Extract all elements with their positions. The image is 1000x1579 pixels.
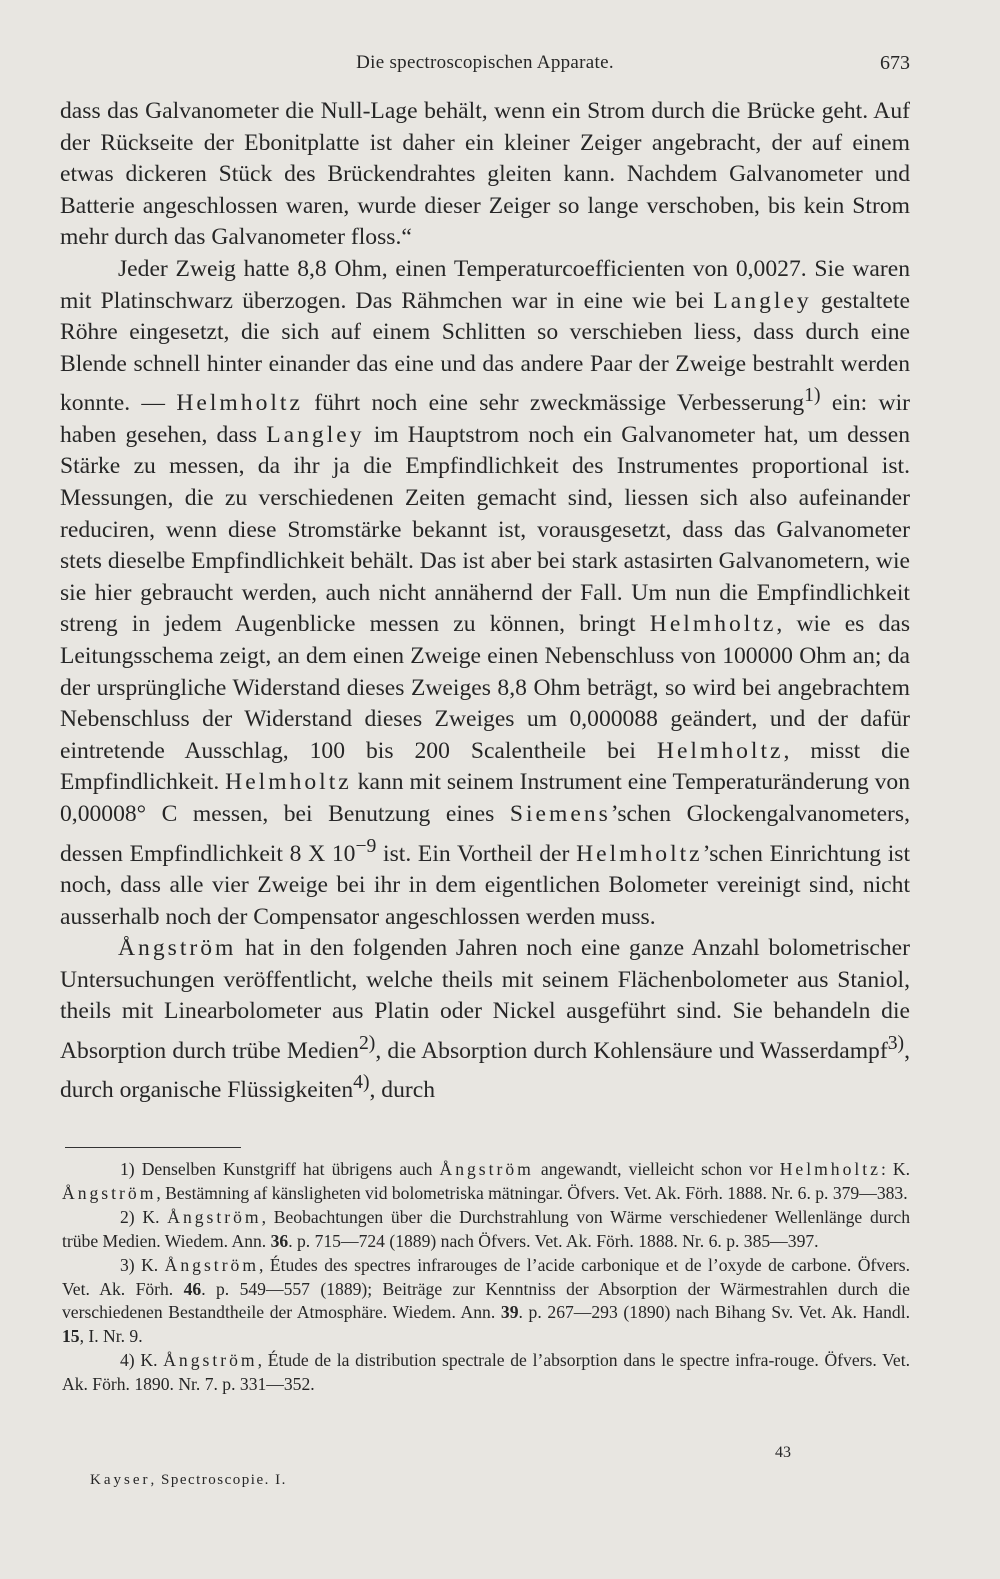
text-run: Jeder Zweig hatte 8,8 Ohm, einen Temperaturcoefficienten von 0,0027. Sie waren mit Platinschwarz überzogen. Das Rähmchen war in eine wie bei (60, 255, 910, 314)
footnote-4 (62, 1349, 910, 1396)
volume-number: 46 (183, 1278, 202, 1299)
text-run: im Hauptstrom noch ein Galvanometer hat, um dessen Stärke zu messen, da ihr ja die Empfindlichkeit des Instrumentes proportional ist. Messungen, die zu verschiedenen Zeiten gemacht sind, liessen sich also aufeinander reduciren, wenn diese Stromstärke bekannt ist, vorausgesetzt, dass das Galvanometer stets dieselbe Empfindlichkeit behält. Das ist aber bei stark astasirten Galvanometern, wie sie hier gebraucht werden, auch nicht annähernd der Fall. Um nun die Empfindlichkeit streng in jedem Augenblicke messen zu können, bringt (60, 421, 910, 638)
text-run: , Beobachtungen über die Durchstrahlung von Wärme verschiedener Wellenlänge durch trübe Medien. Wiedem. Ann. (62, 1207, 911, 1251)
paragraph-text: dass das Galvanometer die Null-Lage behält, wenn ein Strom durch die Brücke geht. Auf der Rückseite der Ebonitplatte ist daher ein kleiner Zeiger angebracht, der auf einem etwas dickeren Stück des Brückendrahtes gleiten kann. Nachdem Galvanometer und Batterie angeschlossen waren, wurde dieser Zeiger so lange verschoben, bis kein Strom mehr durch das Galvanometer floss.“ (60, 98, 910, 251)
footnote-ref-3: 3) (887, 1031, 905, 1054)
text-run: , durch (369, 1077, 436, 1104)
text-run: . p. 549—557 (1889); Beiträge zur Kenntniss der Absorption der Wärmestrahlen durch die verschiedenen Bestandtheile der Atmosphäre. Wiedem. Ann. (62, 1278, 910, 1322)
footnote-ref-1: 1) (804, 384, 821, 407)
text-run: angewandt, vielleicht schon vor (533, 1159, 780, 1179)
main-text (60, 96, 910, 1107)
name-angstrom: Ångström (62, 1182, 157, 1203)
text-run: : K. (880, 1159, 911, 1179)
text-run: , Étude de la distribution spectrale de l’absorption dans le spectre infra-rouge. Öfvers. Vet. Ak. Förh. 1890. Nr. 7. p. 331—352. (62, 1350, 910, 1394)
volume-number: 36 (270, 1230, 289, 1251)
name-angstrom: Ångström (164, 1255, 260, 1275)
exponent: −9 (355, 834, 377, 857)
text-run: ’schen Einrichtung ist noch, dass alle vier Zweige bei ihr in dem eigentlichen Bolometer vereinigt sind, nicht ausserhalb noch der Compensator angeschlossen werden muss. (60, 840, 910, 930)
signature-text: , Spectroscopie. I. (150, 1472, 287, 1488)
paragraph-3 (60, 933, 910, 1107)
name-angstrom: Ångström (167, 1207, 262, 1227)
text-run: . p. 267—293 (1890) nach Bihang Sv. Vet. Ak. Handl. (518, 1302, 910, 1322)
name-langley: Langley (713, 287, 812, 314)
text-run: hat in den folgenden Jahren noch eine ganze Anzahl bolometrischer Untersuchungen veröffentlicht, welche theils mit seinem Flächenbolometer aus Staniol, theils mit Linearbolometer aus Platin oder Nickel ausgeführt sind. Sie behandeln die Absorption durch trübe Medien (60, 935, 910, 1064)
name-helmholtz: Helmholtz (656, 737, 784, 764)
text-run: 2) K. (120, 1207, 168, 1227)
footnote-1 (62, 1158, 910, 1205)
text-run: 3) K. (120, 1255, 165, 1275)
text-run: , wie es das Leitungsschema zeigt, an dem einen Zweige einen Nebenschluss von 100000 Ohm an; da der ursprüngliche Widerstand dieses Zweiges 8,8 Ohm beträgt, so wird bei angebrachtem Nebenschluss der Widerstand dieses Zweiges um 0,000088 geändert, und der dafür eintretende Ausschlag, 100 bis 200 Scalentheile bei (60, 611, 910, 764)
text-run: ist. Ein Vortheil der (376, 840, 577, 867)
paragraph-1 (60, 96, 910, 254)
paragraph-2 (60, 254, 910, 933)
footnote-3 (62, 1254, 910, 1348)
volume-number: 39 (500, 1302, 519, 1322)
text-run: kann mit seinem Instrument eine Temperaturänderung von 0,00008° C messen, bei Benutzung eines (60, 769, 911, 827)
page-number: 673 (880, 52, 910, 74)
name-helmholtz: Helmholtz (779, 1159, 881, 1179)
running-title: Die spectroscopischen Apparate. (356, 52, 614, 73)
footnote-divider (65, 1147, 241, 1148)
name-angstrom: Ångström (118, 935, 237, 962)
text-run: , durch organische Flüssigkeiten (60, 1037, 910, 1104)
text-run: , I. Nr. 9. (79, 1325, 143, 1346)
text-run: , die Absorption durch Kohlensäure und Wasserdampf (375, 1037, 888, 1064)
text-run: ein: wir haben gesehen, dass (60, 390, 910, 448)
footnote-ref-4: 4) (353, 1071, 370, 1094)
footnote-2 (62, 1206, 910, 1253)
name-helmholtz: Helmholtz (176, 390, 303, 417)
footnotes (62, 1158, 910, 1397)
name-helmholtz: Helmholtz (649, 611, 777, 638)
text-run: ’schen Glockengalvanometers, dessen Empfindlichkeit 8 X 10 (60, 800, 910, 867)
text-run: , misst die Empfindlichkeit. (60, 737, 910, 796)
author-name: Kayser (90, 1472, 151, 1488)
name-langley: Langley (266, 421, 365, 448)
volume-number: 15 (62, 1325, 80, 1346)
name-helmholtz: Helmholtz (225, 769, 352, 796)
text-run: , Bestämning af känsligheten vid bolometriska mätningar. Öfvers. Vet. Ak. Förh. 1888. Nr. 6. p. 379—383. (156, 1182, 908, 1203)
text-run: , Études des spectres infrarouges de l’acide carbonique et de l’oxyde de carbone. Öfvers. Vet. Ak. Förh. (62, 1255, 910, 1299)
sheet-signature-number: 43 (775, 1444, 791, 1461)
name-angstrom: Ångström (439, 1159, 534, 1179)
book-signature (90, 1472, 287, 1489)
footnote-ref-2: 2) (358, 1031, 376, 1054)
text-run: führt noch eine sehr zweckmässige Verbesserung (302, 390, 805, 417)
name-angstrom: Ångström (163, 1350, 258, 1370)
text-run: 4) K. (120, 1350, 164, 1370)
text-run: 1) Denselben Kunstgriff hat übrigens auch (120, 1159, 440, 1179)
page-header (60, 52, 910, 82)
text-run: gestaltete Röhre eingesetzt, die sich auf einem Schlitten so verschieben liess, dass durch eine Blende schnell hinter einander das eine und das andere Paar der Zweige bestrahlt werden konnte. — (60, 287, 910, 417)
name-helmholtz: Helmholtz (576, 840, 703, 867)
name-siemens: Siemens (509, 800, 611, 827)
text-run: . p. 715—724 (1889) nach Öfvers. Vet. Ak. Förh. 1888. Nr. 6. p. 385—397. (288, 1230, 819, 1251)
